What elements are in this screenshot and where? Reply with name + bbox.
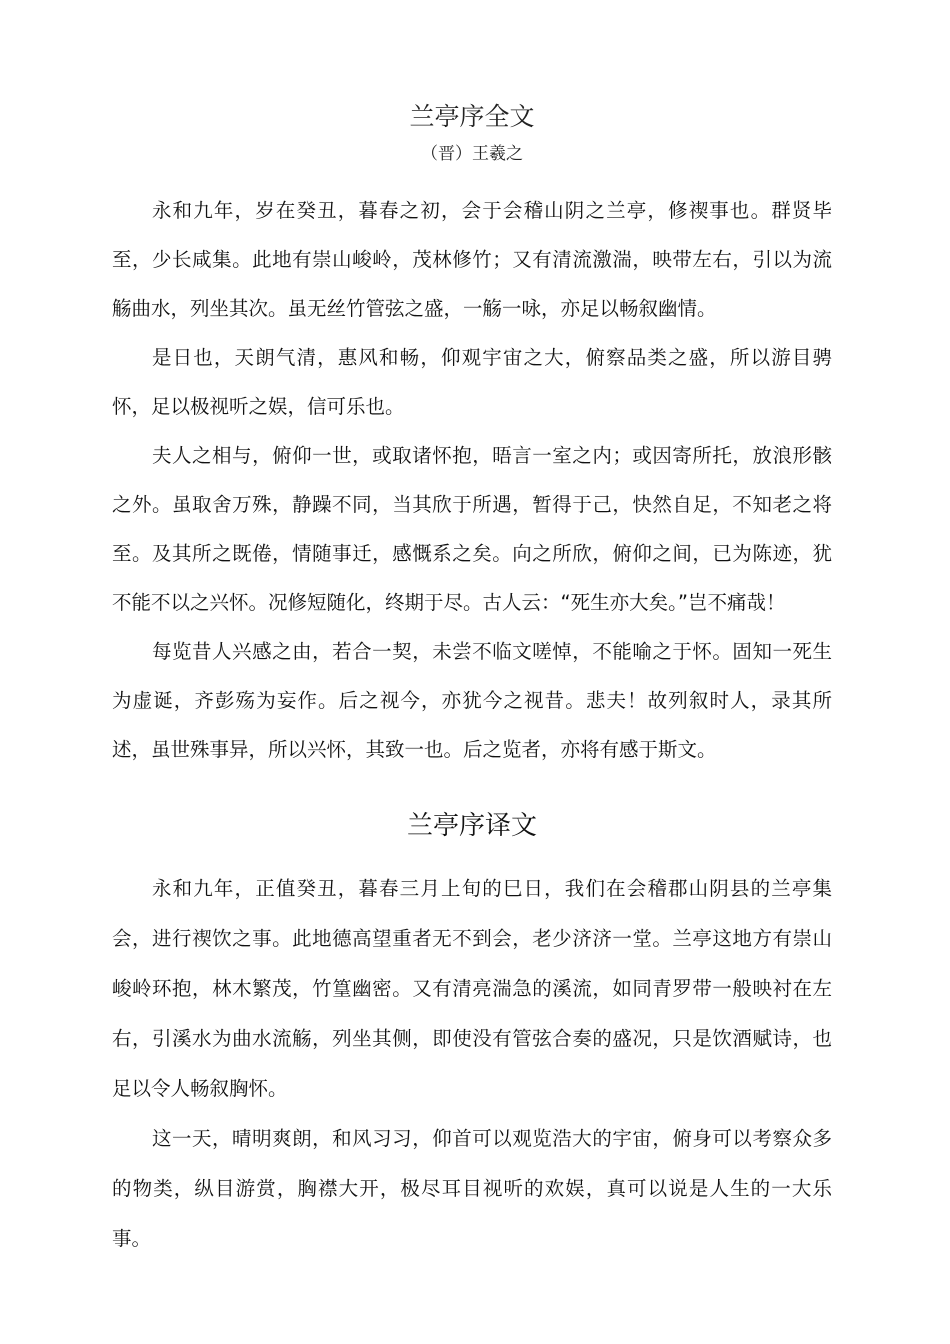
translation-paragraph-2: 这一天，晴明爽朗，和风习习，仰首可以观览浩大的宇宙，俯身可以考察众多的物类，纵目游赏，胸襟大开，极尽耳目视听的欢娱，真可以说是人生的一大乐事。 (112, 1127, 832, 1250)
original-paragraph-3: 夫人之相与，俯仰一世，或取诸怀抱，晤言一室之内；或因寄所托，放浪形骸之外。虽取舍万殊，静躁不同，当其欣于所遇，暂得于己，快然自足，不知老之将至。及其所之既倦，情随事迁，感慨系之矣。向之所欣，俯仰之间，已为陈迹，犹不能不以之兴怀。况修短随化，终期于尽。古人云：“死生亦大矣。”岂不痛哉！ (112, 444, 832, 614)
translation-title: 兰亭序译文 (406, 811, 537, 841)
original-text-section (112, 100, 832, 774)
original-paragraph-1: 永和九年，岁在癸丑，暮春之初，会于会稽山阴之兰亭，修禊事也。群贤毕至，少长咸集。此地有崇山峻岭，茂林修竹；又有清流激湍，映带左右，引以为流觞曲水，列坐其次。虽无丝竹管弦之盛，一觞一咏，亦足以畅叙幽情。 (112, 199, 832, 320)
translation-paragraph-1: 永和九年，正值癸丑，暮春三月上旬的巳日，我们在会稽郡山阴县的兰亭集会，进行禊饮之事。此地德高望重者无不到会，老少济济一堂。兰亭这地方有崇山峻岭环抱，林木繁茂，竹篁幽密。又有清亮湍急的溪流，如同青罗带一般映衬在左右，引溪水为曲水流觞，列坐其侧，即使没有管弦合奏的盛况，只是饮酒赋诗，也足以令人畅叙胸怀。 (112, 877, 832, 1100)
original-paragraph-4: 每览昔人兴感之由，若合一契，未尝不临文嗟悼，不能喻之于怀。固知一死生为虚诞，齐彭殇为妄作。后之视今，亦犹今之视昔。悲夫！故列叙时人，录其所述，虽世殊事异，所以兴怀，其致一也。后之览者，亦将有感于斯文。 (112, 640, 832, 761)
author-line: （晋）王羲之 (421, 144, 523, 164)
original-paragraph-2: 是日也，天朗气清，惠风和畅，仰观宇宙之大，俯察品类之盛，所以游目骋怀，足以极视听之娱，信可乐也。 (112, 346, 832, 418)
document-page (112, 100, 832, 1264)
original-title: 兰亭序全文 (409, 102, 535, 131)
translation-section (112, 808, 832, 1264)
